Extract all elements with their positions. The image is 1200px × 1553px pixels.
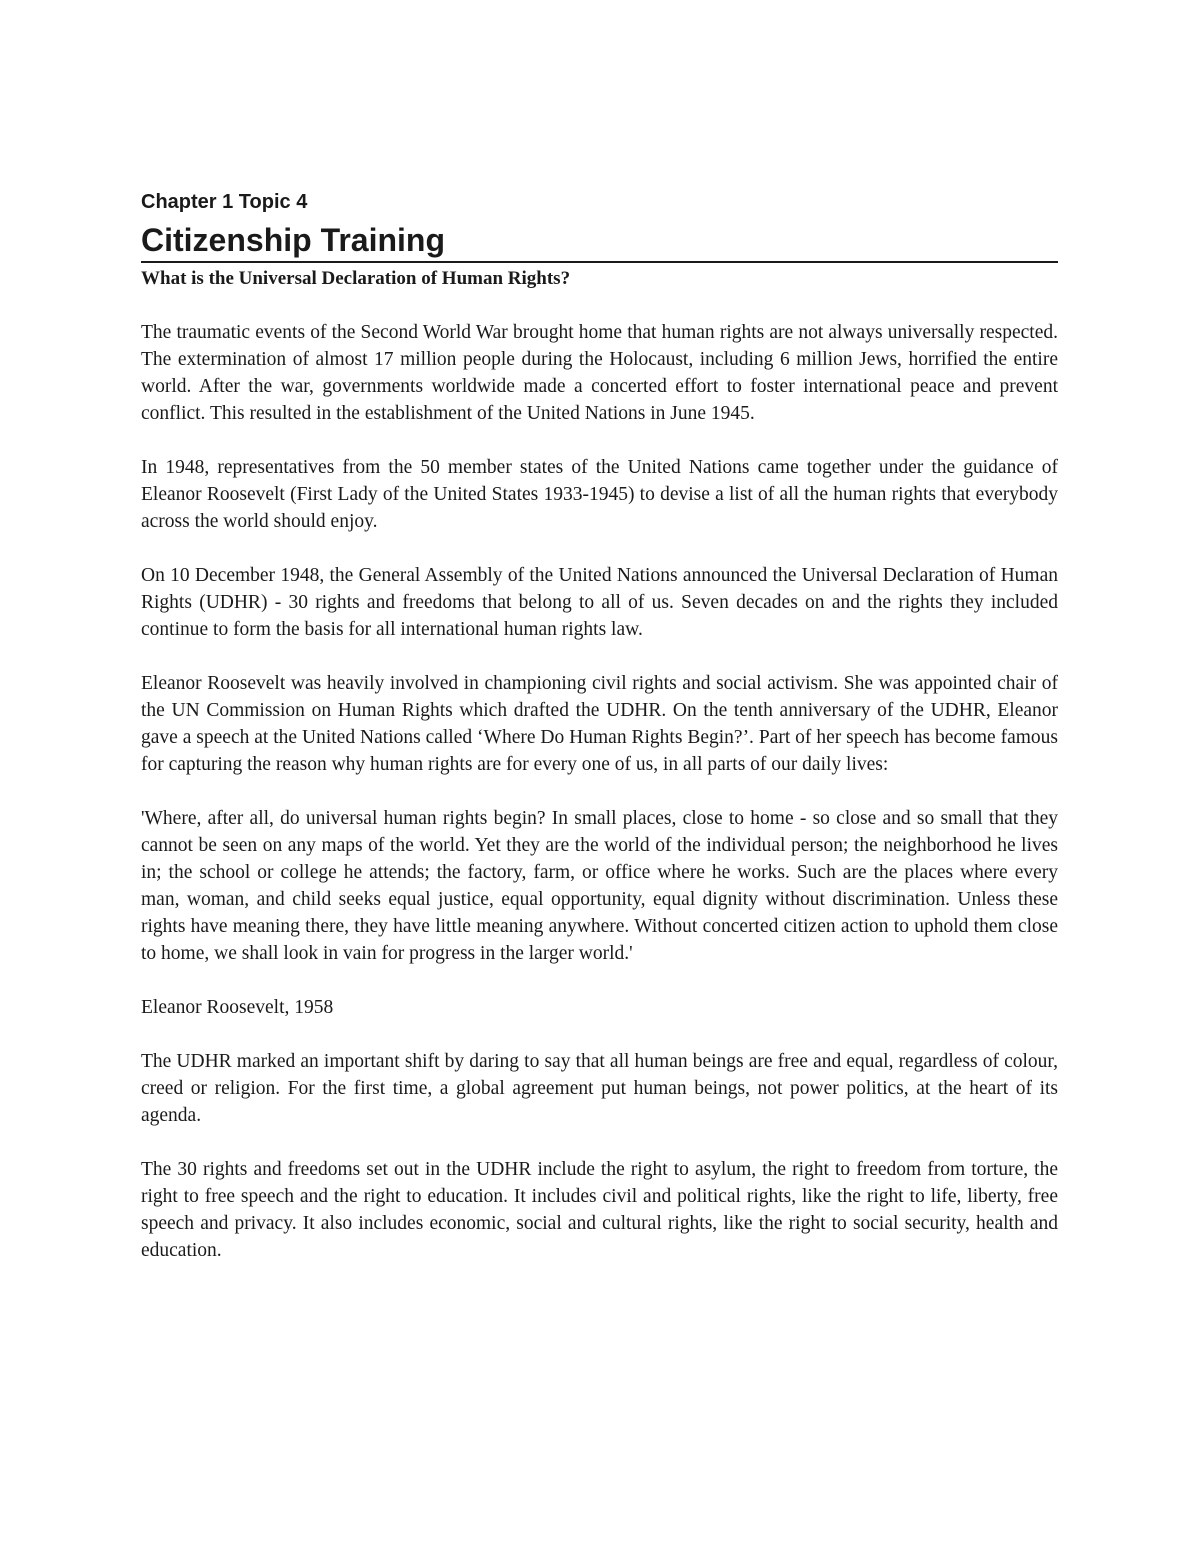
document-title: Citizenship Training bbox=[141, 220, 1058, 263]
paragraph-udhr-announcement: On 10 December 1948, the General Assembly of the United Nations announced the Universal Declaration of Human Rights (UDHR) - 30 rights and freedoms that belong to all of us. Seven decades on and the rights they included continue to form the basis for all international human rights law. bbox=[141, 565, 1058, 640]
paragraph-intro: The traumatic events of the Second World War brought home that human rights are not always universally respected. The extermination of almost 17 million people during the Holocaust, including 6 million Jews, horrified the entire world. After the war, governments worldwide made a concerted effort to foster international peace and prevent conflict. This resulted in the establishment of the United Nations in June 1945. bbox=[141, 322, 1058, 424]
section-heading: What is the Universal Declaration of Human Rights? bbox=[141, 268, 571, 289]
paragraph-rights-list: The 30 rights and freedoms set out in the UDHR include the right to asylum, the right to freedom from torture, the right to free speech and the right to education. It includes civil and political rights, like the right to life, liberty, free speech and privacy. It also includes economic, social and cultural rights, like the right to social security, health and education. bbox=[141, 1159, 1058, 1261]
quote-attribution: Eleanor Roosevelt, 1958 bbox=[141, 997, 334, 1018]
paragraph-eleanor-roosevelt: Eleanor Roosevelt was heavily involved in championing civil rights and social activism. She was appointed chair of the UN Commission on Human Rights which drafted the UDHR. On the tenth anniversary of the UDHR, Eleanor gave a speech at the United Nations called ‘Where Do Human Rights Begin?’. Part of her speech has become famous for capturing the reason why human rights are for every one of us, in all parts of our daily lives: bbox=[141, 673, 1058, 775]
document-page bbox=[141, 188, 1058, 1291]
paragraph-important-shift: The UDHR marked an important shift by daring to say that all human beings are free and equal, regardless of colour, creed or religion. For the first time, a global agreement put human beings, not power politics, at the heart of its agenda. bbox=[141, 1051, 1058, 1126]
quote-block: 'Where, after all, do universal human rights begin? In small places, close to home - so close and so small that they cannot be seen on any maps of the world. Yet they are the world of the individual person; the neighborhood he lives in; the school or college he attends; the factory, farm, or office where he works. Such are the places where every man, woman, and child seeks equal justice, equal opportunity, equal dignity without discrimination. Unless these rights have meaning there, they have little meaning anywhere. Without concerted citizen action to uphold them close to home, we shall look in vain for progress in the larger world.' bbox=[141, 808, 1058, 964]
paragraph-representatives: In 1948, representatives from the 50 member states of the United Nations came together under the guidance of Eleanor Roosevelt (First Lady of the United States 1933-1945) to devise a list of all the human rights that everybody across the world should enjoy. bbox=[141, 457, 1058, 532]
chapter-label: Chapter 1 Topic 4 bbox=[141, 191, 308, 213]
